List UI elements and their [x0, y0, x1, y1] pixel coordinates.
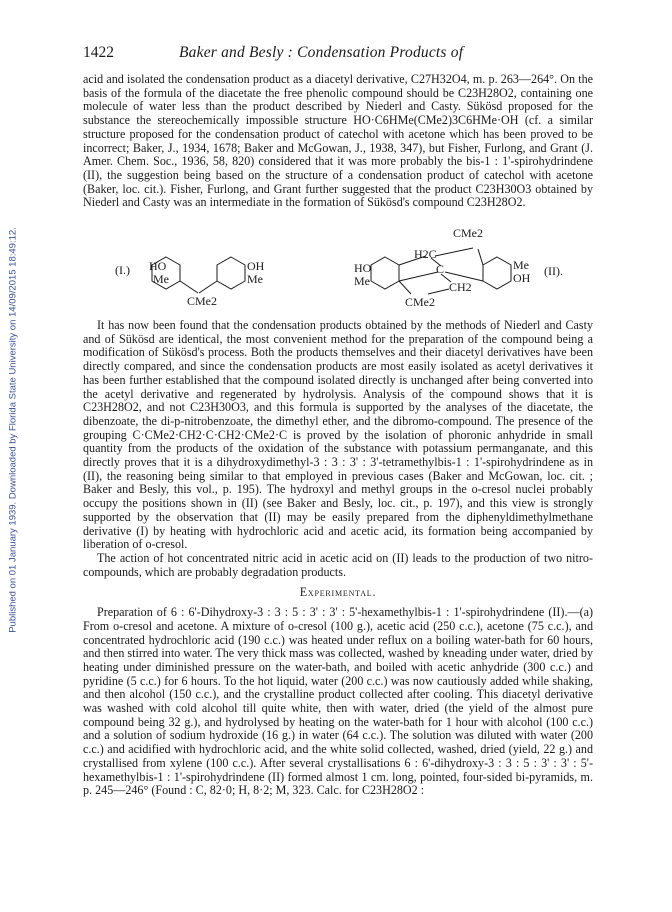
- download-notice: [6, 150, 20, 710]
- structure-label-i: (I.): [115, 263, 130, 278]
- bond-top: [435, 248, 473, 256]
- bond-left: [180, 281, 198, 293]
- struct-ii-ho: HO: [354, 261, 372, 276]
- benzene-ring-right: [217, 257, 245, 289]
- paragraph-2: It has now been found that the condensation products obtained by the methods of Niederl and Casty and of Sükösd are identical, the most convenient method for the preparation of the compound being a modification of Sükösd's process. Both the products themselves and their diacetyl derivatives have been directly compared, and since the condensation products are most easily isolated as acetyl derivatives it has been further established that the compound isolated directly is unchanged after being converted into the acetyl derivative and regenerated by hydrolysis. Analysis of the compound shows that it is C23H28O2, and not C23H30O3, and this formula is supported by the analyses of the diacetate, the dibenzoate, the di-p-nitrobenzoate, the dimethyl ether, and the dibromo-compound. The presence of the grouping C·CMe2·CH2·C·CH2·CMe2·C is proved by the isolation of phoronic anhydride in small quantity from the products of the oxidation of the substance with potassium permanganate, and this directly proves that it is a dihydroxydimethyl-3 : 3 : 3' : 3'-tetramethylbis-1 : 1'-spirohydrindene as in (II), the reasoning being similar to that employed in previous cases (Baker and McGowan, loc. cit. ; Baker and Besly, this vol., p. 195). The hydroxyl and methyl groups in the o-cresol nuclei probably occupy the positions shown in (II) (see Baker and Besly, loc. cit., p. 197), and this view is strongly supported by the observation that (II) may be easily prepared from the diphenyldimethylmethane derivative (I) by heating with hydrochloric acid and acetic acid, its formation being accompanied by liberation of o-cresol.: [83, 318, 593, 552]
- bond-spiro-left: [399, 272, 438, 281]
- structure-label-ii: (II).: [544, 264, 563, 279]
- spiro-ring-right: [483, 257, 511, 289]
- struct-ii-oh: OH: [513, 271, 531, 286]
- struct-ii-ch2: CH2: [449, 280, 472, 295]
- bond-right: [199, 281, 217, 293]
- struct-ii-me: Me: [513, 258, 529, 273]
- struct-ii-cme2-bottom: CMe2: [405, 295, 435, 310]
- struct-ii-h2c: H2C: [414, 247, 437, 262]
- paragraph-4: Preparation of 6 : 6'-Dihydroxy-3 : 3 : 5 : 3' : 3' : 5'-hexamethylbis-1 : 1'-spirohydrindene (II).—(a) From o-cresol and acetone. A mixture of o-cresol (100 g.), acetic acid (250 c.c.), acetone (75 c.c.), and concentrated hydrochloric acid (190 c.c.) was heated under reflux on a boiling water-bath for 60 hours, and then stirred into water. The very thick mass was collected, washed by kneading under water, dried by heating under diminished pressure on the water-bath, and boiled with acetic anhydride (300 c.c.) and pyridine (5 c.c.) for 6 hours. To the hot liquid, water (200 c.c.) was now cautiously added while shaking, and then alcohol (150 c.c.), and the crystalline product collected after cooling. This diacetyl derivative was washed with cold alcohol till quite white, then with water, dried (the yield of the almost pure compound being 32 g.), and hydrolysed by heating on the water-bath for 1 hour with alcohol (100 c.c.) and a solution of sodium hydroxide (16 g.) in water (64 c.c.). The solution was diluted with water (200 c.c.) and acidified with hydrochloric acid, and the white solid collected, washed, dried (yield, 22 g.) and crystallised from xylene (100 c.c.). After several crystallisations 6 : 6'-dihydroxy-3 : 3 : 5 : 3' : 3' : 5'-hexamethylbis-1 : 1'-spirohydrindene (II) formed almost 1 cm. long, pointed, four-sided bi-pyramids, m. p. 245—246° (Found : C, 82·0; H, 8·2; M, 323. Calc. for C23H28O2 :: [83, 605, 593, 798]
- struct-i-me-right: Me: [247, 272, 263, 287]
- bond-cme2-ch2: [428, 289, 449, 294]
- structure-diagram: [83, 214, 593, 313]
- struct-i-ho: HO: [149, 259, 167, 274]
- page-header: [83, 44, 595, 64]
- article-body: [83, 73, 593, 798]
- running-title: Baker and Besly : Condensation Products of: [179, 44, 464, 61]
- struct-ii-c: C: [436, 262, 445, 277]
- bond-cme2-right: [478, 249, 483, 265]
- spiro-ring-left: [371, 257, 399, 289]
- chemical-structures: [83, 214, 593, 313]
- paragraph-1: acid and isolated the condensation product as a diacetyl derivative, C27H32O4, m. p. 263—264°. On the basis of the formula of the diacetate the free phenolic compound should be C23H28O2, containing one molecule of water less than the product described by Niederl and Casty. Sükösd proposed for the substance the stereochemically impossible structure HO·C6HMe(CMe2)3C6HMe·OH (cf. a similar structure proposed for the condensation product of catechol with acetone which has been proved to be incorrect; Baker, J., 1934, 1678; Baker and McGowan, J., 1938, 347), but Fisher, Furlong, and Grant (J. Amer. Chem. Soc., 1936, 58, 820) considered that it was more probably the bis-1 : 1'-spirohydrindene (II), the suggestion being based on the structure of a condensation product of catechol with acetone (Baker, loc. cit.). Fisher, Furlong, and Grant further suggested that the product C23H30O3 obtained by Niederl and Casty was an intermediate in the formation of Sükösd's compound C23H28O2.: [83, 72, 593, 210]
- page-number: 1422: [83, 44, 114, 61]
- section-heading: Experimental.: [299, 585, 377, 600]
- struct-ii-cme2-top: CMe2: [453, 226, 483, 241]
- struct-i-cme2: CMe2: [187, 294, 217, 309]
- download-notice-text: Published on 01 January 1939. Downloaded by Florida State University on 14/09/2015 18:49:12.: [7, 227, 19, 633]
- bond-cme2-bottom: [399, 281, 411, 294]
- struct-i-oh: OH: [247, 259, 265, 274]
- struct-i-me-left: Me: [153, 272, 169, 287]
- paragraph-3: The action of hot concentrated nitric acid in acetic acid on (II) leads to the production of two nitro-compounds, which are probably degradation products.: [83, 550, 593, 579]
- struct-ii-me-left: Me: [354, 274, 370, 289]
